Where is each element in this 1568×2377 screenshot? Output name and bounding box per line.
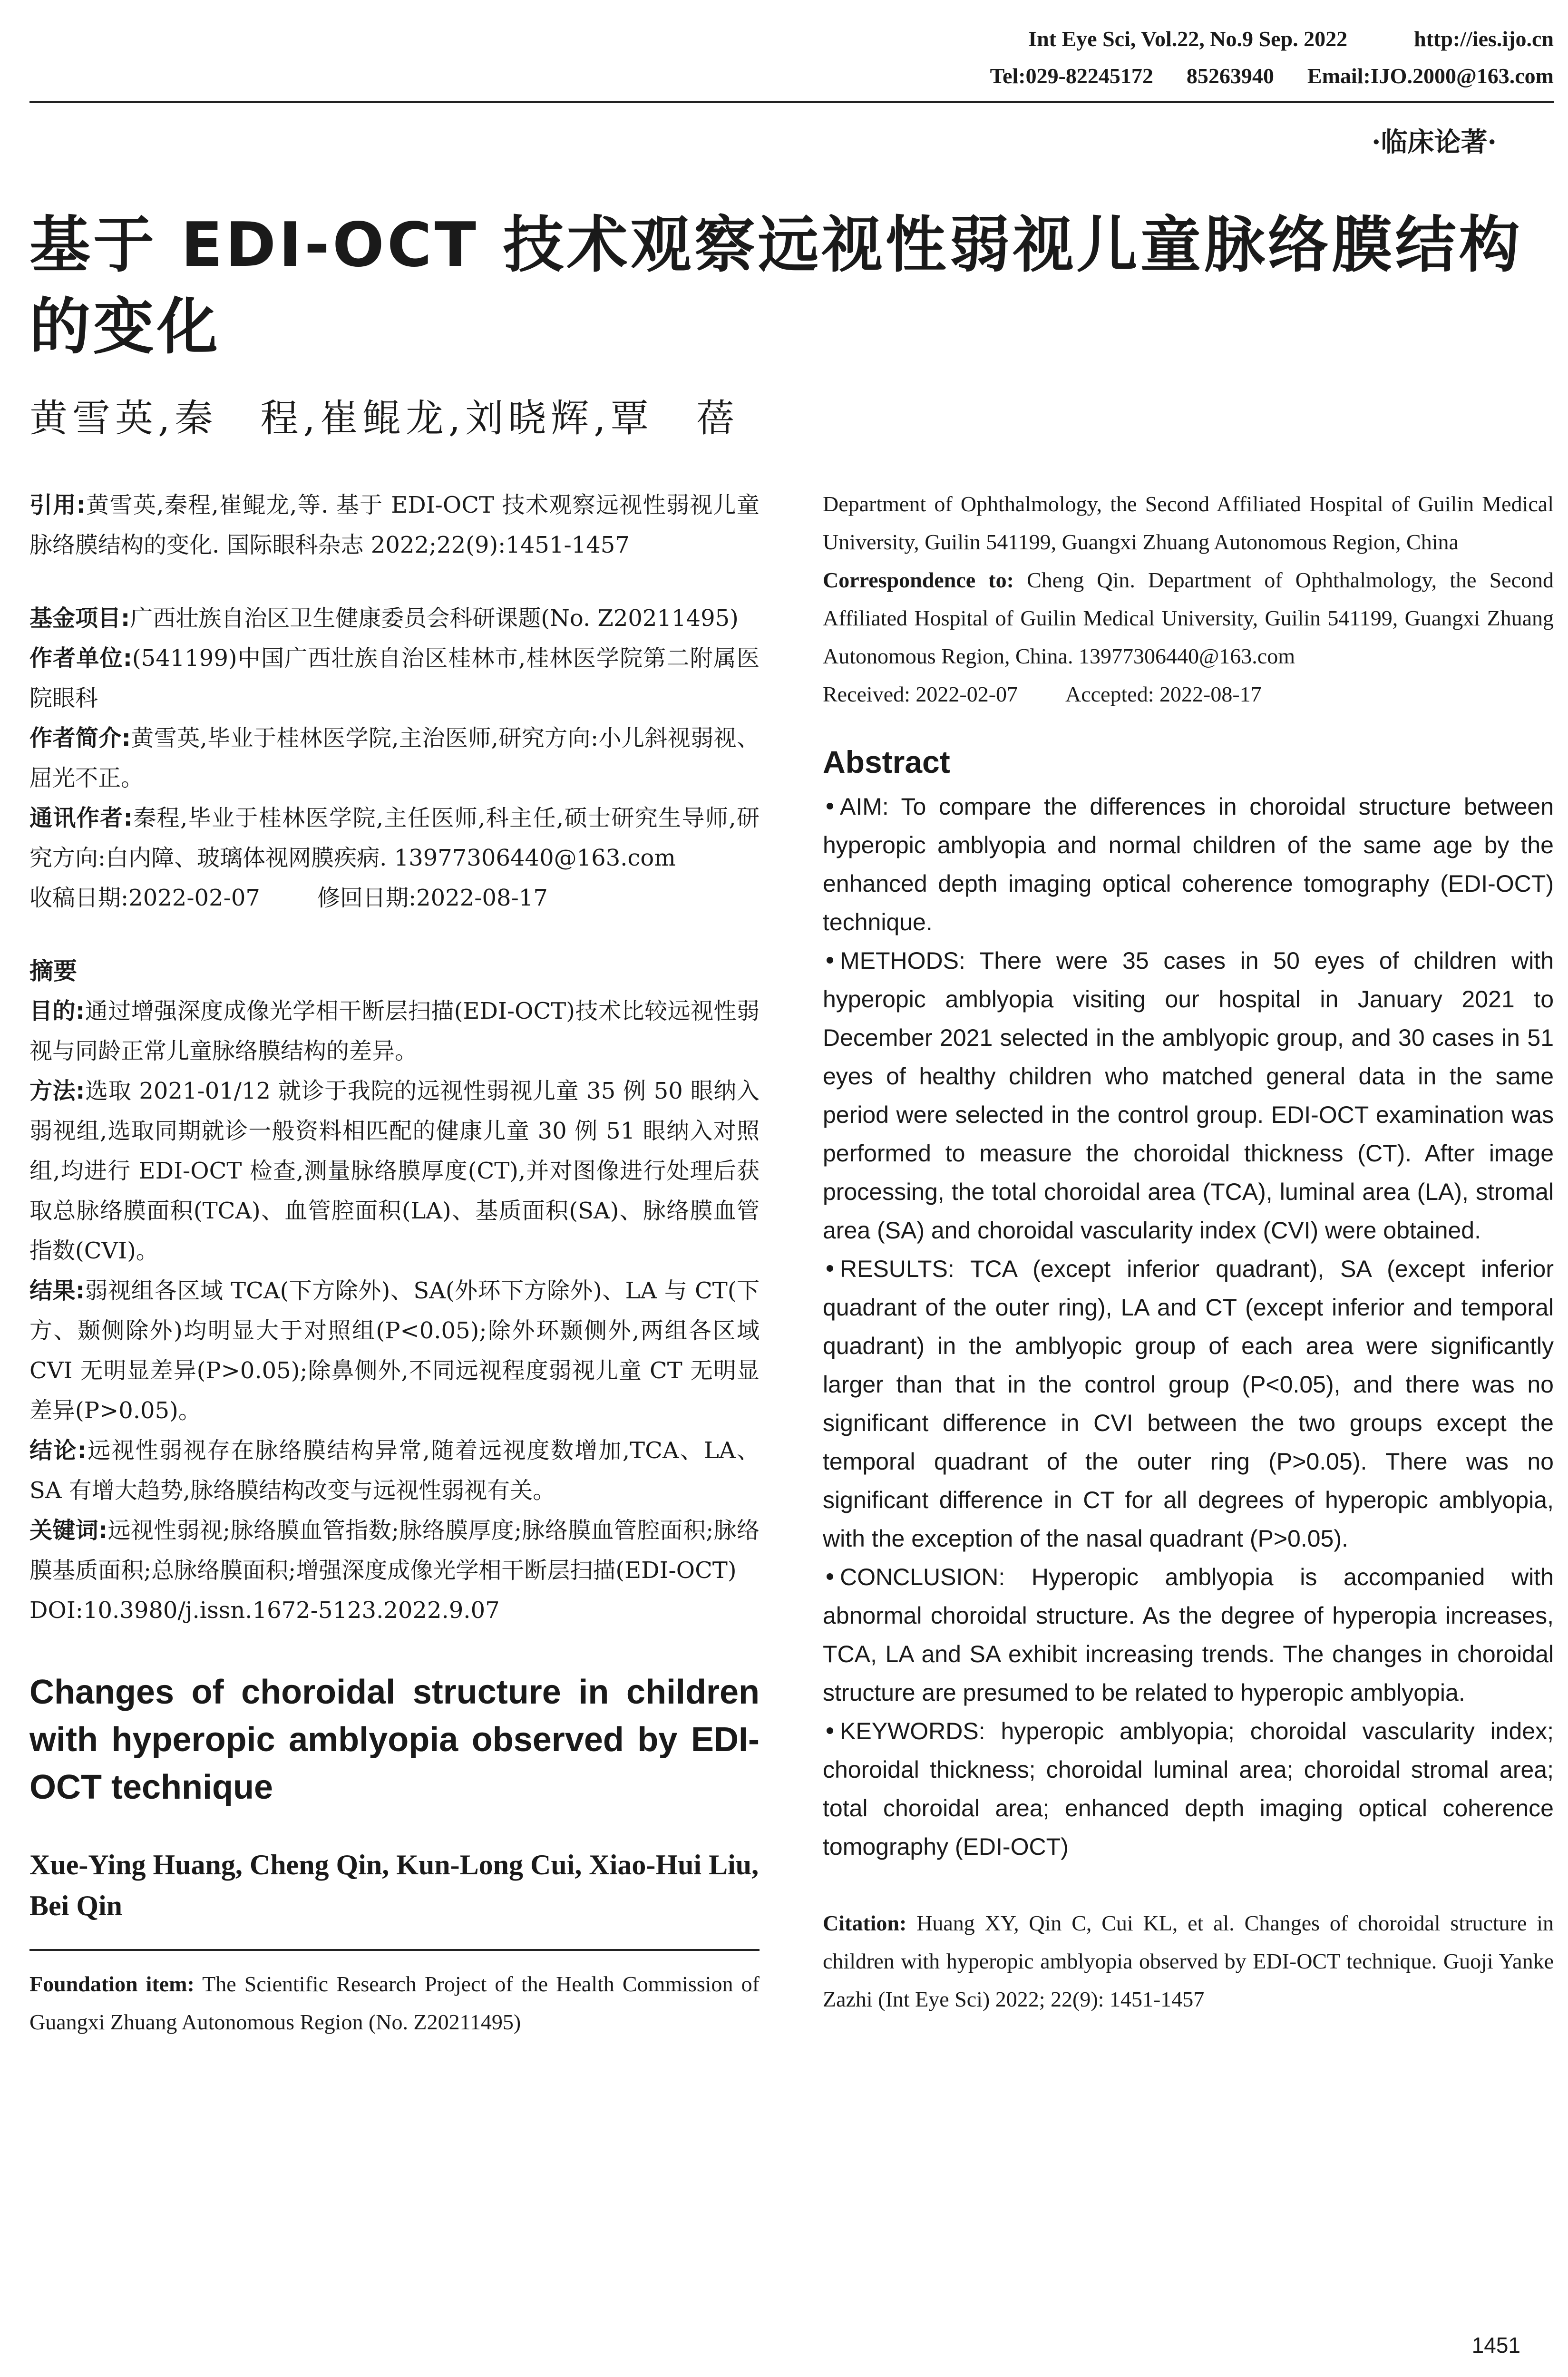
revised-date-cn: 修回日期:2022-08-17: [317, 885, 548, 911]
bullet-icon: [827, 1265, 833, 1272]
journal-email[interactable]: Email:IJO.2000@163.com: [1307, 64, 1554, 88]
citation-en-label: Citation:: [823, 1911, 907, 1935]
correspondence-cn: [29, 798, 760, 878]
results-cn-label: 结果:: [29, 1277, 85, 1304]
foundation-label: Foundation item:: [29, 1972, 195, 1996]
abstract-heading-en: Abstract: [823, 744, 950, 779]
left-column: [29, 485, 760, 2041]
aim-cn-text: 通过增强深度成像光学相干断层扫描(EDI-OCT)技术比较远视性弱视与同龄正常儿童脉络膜结构的差异。: [29, 998, 760, 1064]
keywords-cn-label: 关键词:: [29, 1517, 108, 1544]
methods-en-text: METHODS: There were 35 cases in 50 eyes of children with hyperopic amblyopia visiting our hospital in January 2021 to December 2021 selected in the amblyopic group, and 30 cases in 51 eyes of healthy children who matched general data in the same period were selected in the control group. EDI-OCT examination was performed to measure the choroidal thickness (CT). After image processing, the total choroidal area (TCA), luminal area (LA), stromal area (SA) and choroidal vascularity index (CVI) were obtained.: [823, 947, 1554, 1244]
keywords-cn: [29, 1510, 760, 1590]
corr-en-text: Cheng Qin. Department of Ophthalmology, the Second Affiliated Hospital of Guilin Medical University, Guilin 541199, Guangxi Zhuang Autonomous Region, China. 13977306440@163.com: [823, 568, 1554, 668]
aim-en: [823, 788, 1554, 942]
journal-header: [1028, 26, 1554, 51]
conclusion-cn-text: 远视性弱视存在脉络膜结构异常,随着远视度数增加,TCA、LA、SA 有增大趋势,脉络膜结构改变与远视性弱视有关。: [29, 1437, 760, 1504]
journal-url[interactable]: http://ies.ijo.cn: [1414, 27, 1554, 51]
title-english: Changes of choroidal structure in children with hyperopic amblyopia observed by EDI-OCT technique: [29, 1673, 760, 1806]
title-chinese: 基于 EDI-OCT 技术观察远视性弱视儿童脉络膜结构的变化: [29, 210, 1523, 362]
bio-label: 作者简介:: [29, 725, 131, 751]
bio-text: 黄雪英,毕业于桂林医学院,主治医师,研究方向:小儿斜视弱视、屈光不正。: [29, 725, 760, 791]
bullet-icon: [827, 1573, 833, 1580]
bullet-icon: [827, 1727, 833, 1734]
corr-en-label: Correspondence to:: [823, 568, 1014, 592]
author-unit: [29, 638, 760, 718]
aim-cn: [29, 991, 760, 1071]
corr-cn-text: 秦程,毕业于桂林医学院,主任医师,科主任,硕士研究生导师,研究方向:白内障、玻璃体视网膜疾病. 13977306440@163.com: [29, 805, 760, 871]
citation-cn-text: 黄雪英,秦程,崔鲲龙,等. 基于 EDI-OCT 技术观察远视性弱视儿童脉络膜结构的变化. 国际眼科杂志 2022;22(9):1451-1457: [29, 492, 760, 558]
conclusion-en-text: CONCLUSION: Hyperopic amblyopia is accompanied with abnormal choroidal structure. As the degree of hyperopia increases, TCA, LA and SA exhibit increasing trends. The changes in choroidal structure are presumed to be related to hyperopic amblyopia.: [823, 1564, 1554, 1706]
conclusion-cn-label: 结论:: [29, 1437, 87, 1464]
dates-en: [823, 675, 1554, 713]
header-divider: [29, 101, 1554, 103]
methods-cn-text: 选取 2021-01/12 就诊于我院的远视性弱视儿童 35 例 50 眼纳入弱视组,选取同期就诊一般资料相匹配的健康儿童 30 例 51 眼纳入对照组,均进行 EDI-OCT 检查,测量脉络膜厚度(CT),并对图像进行处理后获取总脉络膜面积(TCA)、血管腔面积(LA)、基质面积(SA)、脉络膜血管指数(CVI)。: [29, 1078, 760, 1264]
journal-tel: Tel:029-82245172: [990, 64, 1153, 88]
journal-citation: Int Eye Sci, Vol.22, No.9 Sep. 2022: [1028, 27, 1348, 51]
corr-cn-label: 通讯作者:: [29, 805, 133, 831]
authors-chinese: 黄雪英,秦 程,崔鲲龙,刘晓辉,覃 蓓: [29, 396, 739, 440]
aim-cn-label: 目的:: [29, 998, 85, 1024]
keywords-en: [823, 1712, 1554, 1866]
conclusion-cn: [29, 1431, 760, 1510]
citation-en-text: Huang XY, Qin C, Cui KL, et al. Changes of choroidal structure in children with hyperopic amblyopia observed by EDI-OCT technique. Guoji Yanke Zazhi (Int Eye Sci) 2022; 22(9): 1451-1457: [823, 1911, 1554, 2011]
fund-label: 基金项目:: [29, 605, 130, 632]
correspondence-en: [823, 561, 1554, 675]
results-cn: [29, 1271, 760, 1431]
aim-en-text: AIM: To compare the differences in choroidal structure between hyperopic amblyopia and normal children of the same age by the enhanced depth imaging optical coherence tomography (EDI-OCT) technique.: [823, 793, 1554, 935]
methods-cn-label: 方法:: [29, 1078, 85, 1104]
results-cn-text: 弱视组各区域 TCA(下方除外)、SA(外环下方除外)、LA 与 CT(下方、颞侧除外)均明显大于对照组(P<0.05);除外环颞侧外,两组各区域 CVI 无明显差异(P>0.05);除鼻侧外,不同远视程度弱视儿童 CT 无明显差异(P>0.05)。: [29, 1277, 760, 1424]
citation-cn: [29, 485, 760, 565]
citation-en: [823, 1904, 1554, 2018]
keywords-cn-text: 远视性弱视;脉络膜血管指数;脉络膜厚度;脉络膜血管腔面积;脉络膜基质面积;总脉络膜面积;增强深度成像光学相干断层扫描(EDI-OCT): [29, 1517, 760, 1584]
bullet-icon: [827, 803, 833, 809]
dates-cn: [29, 878, 760, 918]
results-en-text: RESULTS: TCA (except inferior quadrant), SA (except inferior quadrant of the outer ring), LA and CT (except inferior and temporal quadrant) in the amblyopic group of each area were significantly larger than that in the control group (P<0.05), and there was no significant difference in CVI between the two groups except the temporal quadrant of the outer ring (P>0.05). There was no significant difference in CT for all degrees of hyperopic amblyopia, with the exception of the nasal quadrant (P>0.05).: [823, 1256, 1554, 1552]
methods-cn: [29, 1071, 760, 1271]
keywords-en-text: KEYWORDS: hyperopic amblyopia; choroidal vascularity index; choroidal thickness; choroidal luminal area; choroidal stromal area; total choroidal area; enhanced depth imaging optical coherence tomography (EDI-OCT): [823, 1718, 1554, 1860]
received-date-en: Received: 2022-02-07: [823, 682, 1018, 706]
author-bio: [29, 718, 760, 798]
page-number: 1451: [1471, 2333, 1520, 2358]
foundation-item-en: [29, 1965, 760, 2041]
doi[interactable]: DOI:10.3980/j.issn.1672-5123.2022.9.07: [29, 1597, 500, 1624]
section-label: ·临床论著·: [1372, 127, 1497, 158]
accepted-date-en: Accepted: 2022-08-17: [1065, 682, 1262, 706]
bullet-icon: [827, 957, 833, 964]
journal-contact: [990, 63, 1554, 88]
received-date-cn: 收稿日期:2022-02-07: [29, 885, 260, 911]
fund-text: 广西壮族自治区卫生健康委员会科研课题(No. Z20211495): [130, 605, 739, 632]
unit-label: 作者单位:: [29, 645, 132, 672]
fund-item: [29, 598, 760, 638]
methods-en: [823, 942, 1554, 1250]
unit-text: (541199)中国广西壮族自治区桂林市,桂林医学院第二附属医院眼科: [29, 645, 760, 711]
footnote-divider: [29, 1949, 760, 1951]
foundation-text: The Scientific Research Project of the Health Commission of Guangxi Zhuang Autonomous Region (No. Z20211495): [29, 1972, 760, 2034]
conclusion-en: [823, 1558, 1554, 1712]
results-en: [823, 1250, 1554, 1558]
citation-cn-label: 引用:: [29, 492, 86, 518]
affiliation-en: Department of Ophthalmology, the Second Affiliated Hospital of Guilin Medical University, Guilin 541199, Guangxi Zhuang Autonomous Region, China: [823, 492, 1554, 554]
journal-tel2: 85263940: [1186, 64, 1274, 88]
abstract-heading-cn: 摘要: [29, 957, 77, 985]
right-column: [823, 485, 1554, 2018]
authors-english: Xue-Ying Huang, Cheng Qin, Kun-Long Cui, Xiao-Hui Liu, Bei Qin: [29, 1849, 759, 1921]
